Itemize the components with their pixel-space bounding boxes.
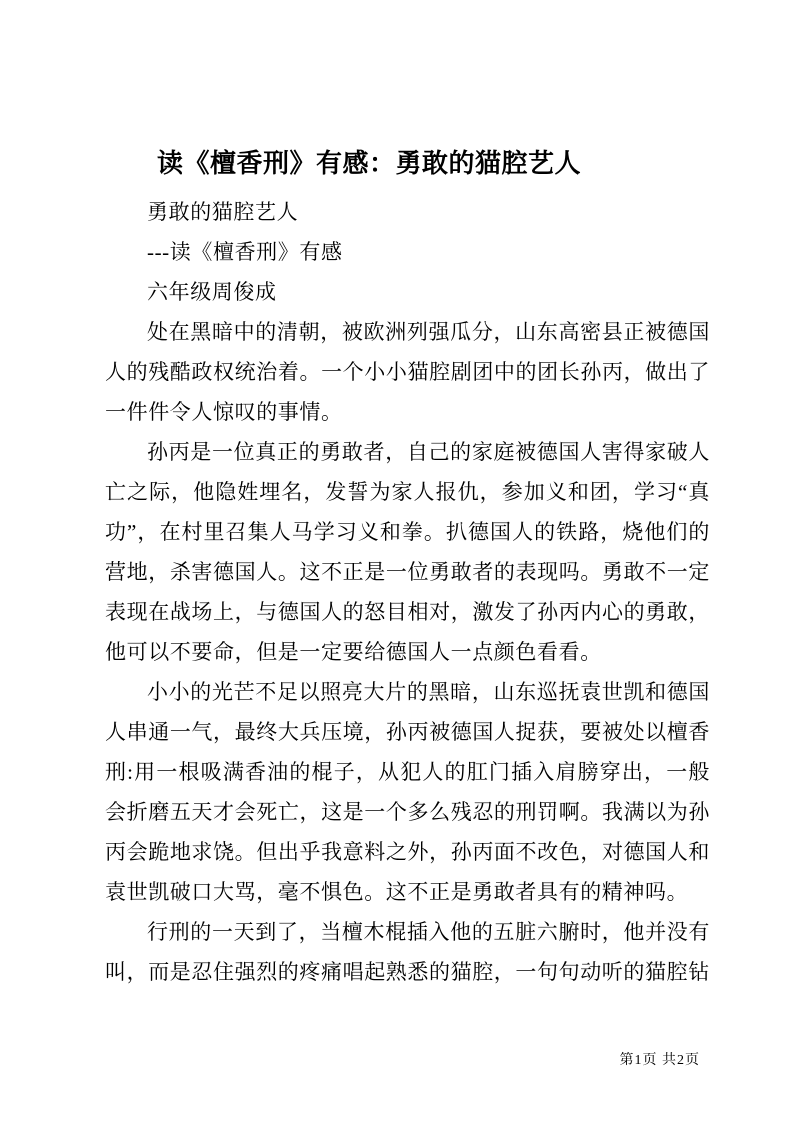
paragraph-body-2: 孙丙是一位真正的勇敢者，自己的家庭被德国人害得家破人亡之际，他隐姓埋名，发誓为家人报仇，参加义和团，学习“真功”，在村里召集人马学习义和拳。扒德国人的铁路，烧他们的营地，杀害德国人。这不正是一位勇敢者的表现吗。勇敢不一定表现在战场上，与德国人的怒目相对，激发了孙丙内心的勇敢，他可以不要命，但是一定要给德国人一点颜色看看。 <box>105 440 710 664</box>
document-title: 读《檀香刑》有感：勇敢的猫腔艺人 <box>157 149 582 178</box>
page-indicator: 第1页 共2页 <box>619 1053 700 1068</box>
paragraph-body-3: 小小的光芒不足以照亮大片的黑暗，山东巡抚袁世凯和德国人串通一气，最终大兵压境，孙丙被德国人捉获，要被处以檀香刑:用一根吸满香油的棍子，从犯人的肛门插入肩膀穿出，一般会折磨五天才会死亡，这是一个多么残忍的刑罚啊。我满以为孙丙会跪地求饶。但出乎我意料之外，孙丙面不改色，对德国人和袁世凯破口大骂，毫不惧色。这不正是勇敢者具有的精神吗。 <box>105 680 710 904</box>
paragraph-body-1: 处在黑暗中的清朝，被欧洲列强瓜分，山东高密县正被德国人的残酷政权统治着。一个小小猫腔剧团中的团长孙丙，做出了一件件令人惊叹的事情。 <box>105 320 710 424</box>
page-footer <box>620 1049 701 1069</box>
paragraph-body-4: 行刑的一天到了，当檀木棍插入他的五脏六腑时，他并没有叫，而是忍住强烈的疼痛唱起熟悉的猫腔，一句句动听的猫腔钻 <box>105 920 710 984</box>
paragraph-dash-subtitle: ---读《檀香刑》有感 <box>147 240 343 264</box>
paragraph-author: 六年级周俊成 <box>147 280 277 304</box>
paragraph-subtitle: 勇敢的猫腔艺人 <box>147 200 299 224</box>
